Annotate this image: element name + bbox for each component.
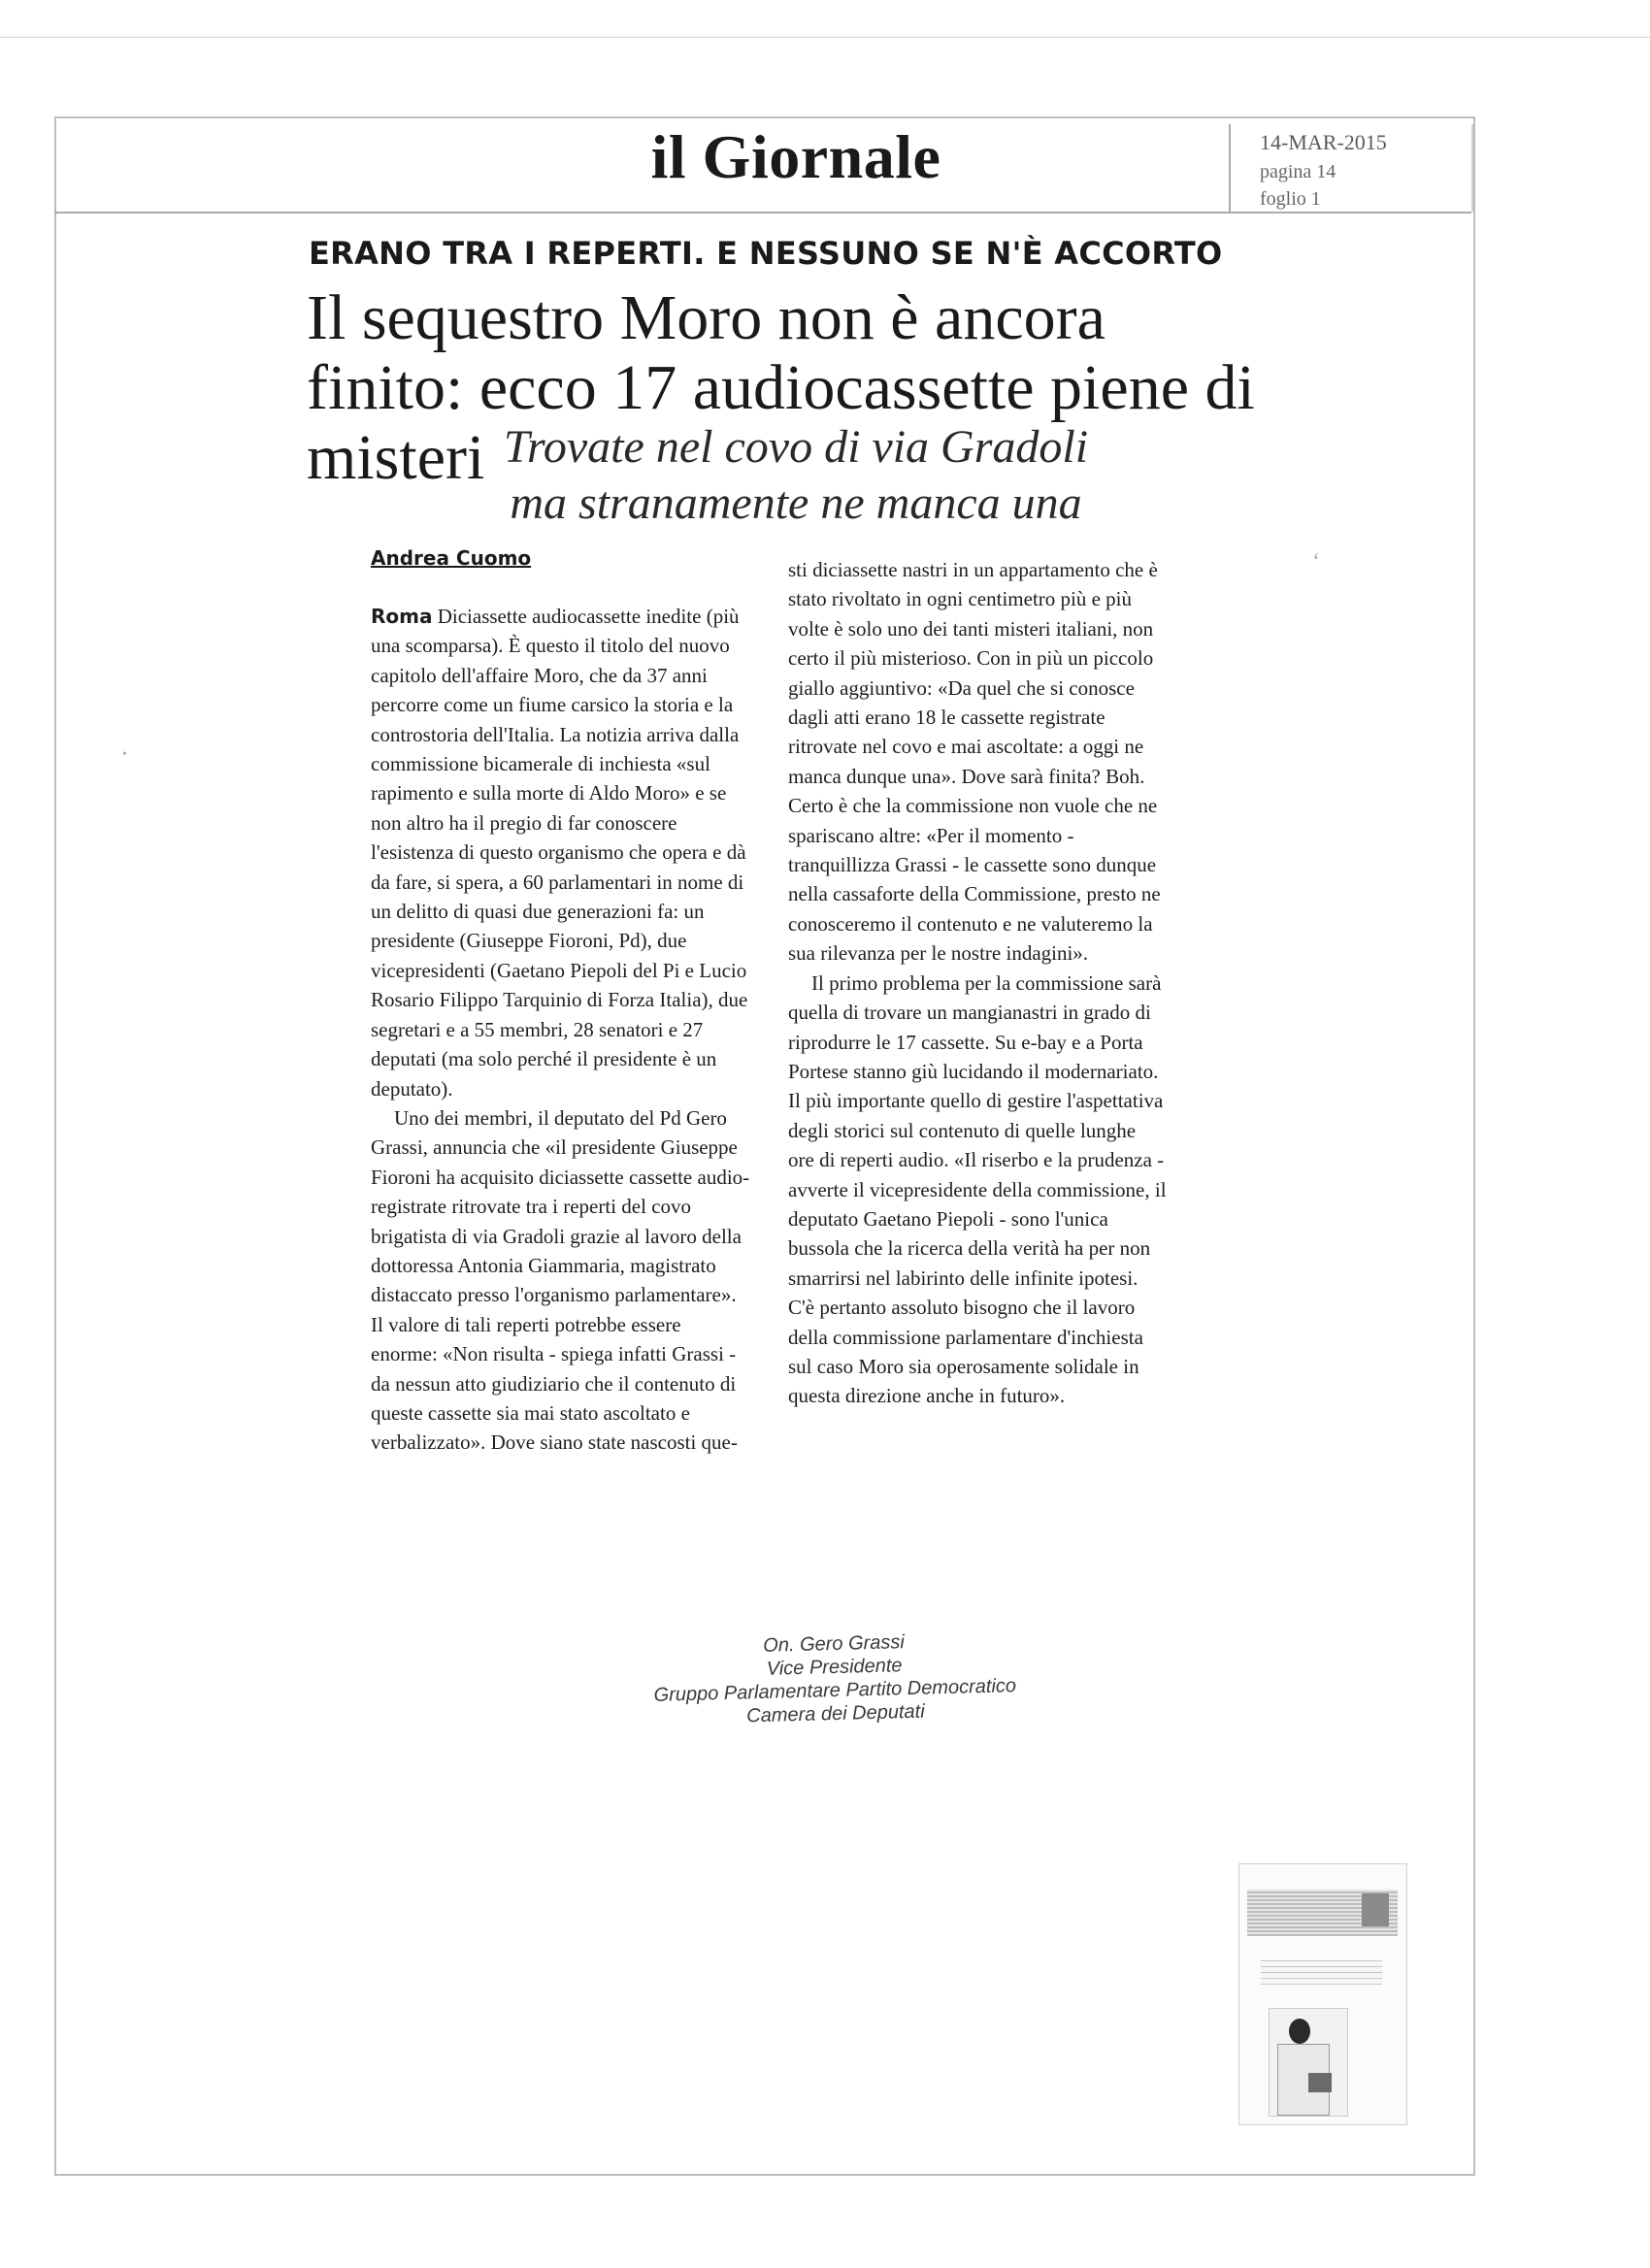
scan-edge-line <box>0 37 1650 38</box>
stamp-group: Gruppo Parlamentare Partito Democratico <box>653 1675 1017 1706</box>
clipping-date: 14-MAR-2015 <box>1260 130 1387 154</box>
article-kicker: ERANO TRA I REPERTI. E NESSUNO SE N'È ACCORTO <box>309 235 1223 272</box>
article-paragraph: Uno dei membri, il deputato del Pd Gero Grassi, annuncia che «il presidente Giuseppe Fioroni ha acquisito diciassette cassette audio-registrate ritrovate tra i reperti del covo brigatista di via Gradoli grazie al lavoro della dottoressa Antonia Giammaria, magistrato distaccato presso l'organismo parlamentare». Il valore di tali reperti potrebbe essere enorme: «Non risulta - spiega infatti Grassi - da nessun atto giudiziario che il contenuto di queste cassette sia mai stato ascoltato e verbalizzato». Dove siano state nascosti que- <box>371 1105 750 1455</box>
thumbnail-image-block <box>1362 1893 1389 1926</box>
article-paragraph: Il primo problema per la commissione sarà quella di trovare un mangianastri in grado di riprodurre le 17 cassette. Su e-bay e a Porta Portese stanno giù lucidando il modernariato. Il più importante quello di gestire l'aspettativa degli storici sul contenuto di quelle lunghe ore di reperti audio. «Il riserbo e la prudenza - avverte il vicepresidente della commissione, il deputato Gaetano Piepoli - sono l'unica bussola che la ricerca della verità ha per non smarrirsi nel labirinto delle infinite ipotesi. C'è pertanto assoluto bisogno che il lavoro della commissione parlamentare d'inchiesta sul caso Moro sia operosamente solidale in questa direzione anche in futuro». <box>788 970 1167 1408</box>
paragraph-text: Diciassette audiocassette inedite (più una scomparsa). È questo il titolo del nuovo capitolo dell'affaire Moro, che da 37 anni percorre come un fiume carsico la storia e la controstoria dell'Italia. La notizia arriva dalla commissione bicamerale di inchiesta «sul rapimento e sulla morte di Aldo Moro» e se non altro ha il pregio di far conoscere l'esistenza di questo organismo che opera e dà da fare, si spera, a 60 parlamentari in nome di un delitto di quasi due generazioni fa: un presidente (Giuseppe Fioroni, Pd), due vicepresidenti (Gaetano Piepoli del Pi e Lucio Rosario Filippo Tarquinio di Forza Italia), due segretari e a 55 membri, 28 senatori e 27 deputati (ma solo perché il presidente è un deputato). <box>371 605 748 1101</box>
thumbnail-text-block <box>1261 1959 1382 1985</box>
thumbnail-object <box>1308 2073 1332 2092</box>
clipping-sheet: foglio 1 <box>1260 188 1321 210</box>
article-dateline: Roma <box>371 605 433 628</box>
newspaper-masthead: il Giornale <box>650 122 941 191</box>
article-byline: Andrea Cuomo <box>371 546 532 570</box>
signature-stamp <box>601 1627 1069 1732</box>
article-subtitle: Trovate nel covo di via Gradoli ma stranamente ne manca una <box>503 421 1089 529</box>
stamp-chamber: Camera dei Deputati <box>745 1700 925 1727</box>
scan-mark: ‘ <box>1312 549 1320 575</box>
scan-dot: • <box>122 747 127 762</box>
article-paragraph <box>371 602 751 1103</box>
stamp-role: Vice Presidente <box>766 1655 903 1680</box>
header-divider <box>54 212 1471 214</box>
article-column-left <box>371 602 751 1458</box>
article-paragraph: sti diciassette nastri in un appartamento che è stato rivoltato in ogni centimetro più e più volte è solo uno dei tanti misteri italiani, non certo il più misterioso. Con in più un piccolo giallo aggiuntivo: «Da quel che si conosce dagli atti erano 18 le cassette registrate ritrovate nel covo e mai ascoltate: a oggi ne manca dunque una». Dove sarà finita? Boh. Certo è che la commissione non vuole che ne spariscano altre: «Per il momento - tranquillizza Grassi - le cassette sono dunque nella cassaforte della Commissione, presto ne conosceremo il contenuto e ne valuteremo la sua rilevanza per le nostre indagini». <box>788 558 1161 966</box>
article-column-right <box>788 555 1167 1411</box>
article-headline: Il sequestro Moro non è ancora finito: ecco 17 audiocassette piene di misteri <box>307 282 1255 493</box>
clipping-page: pagina 14 <box>1260 161 1336 182</box>
page-thumbnail <box>1238 1863 1407 2125</box>
stamp-name: On. Gero Grassi <box>762 1631 906 1657</box>
thumbnail-photo <box>1269 2008 1348 2117</box>
thumbnail-person-head <box>1289 2019 1310 2044</box>
